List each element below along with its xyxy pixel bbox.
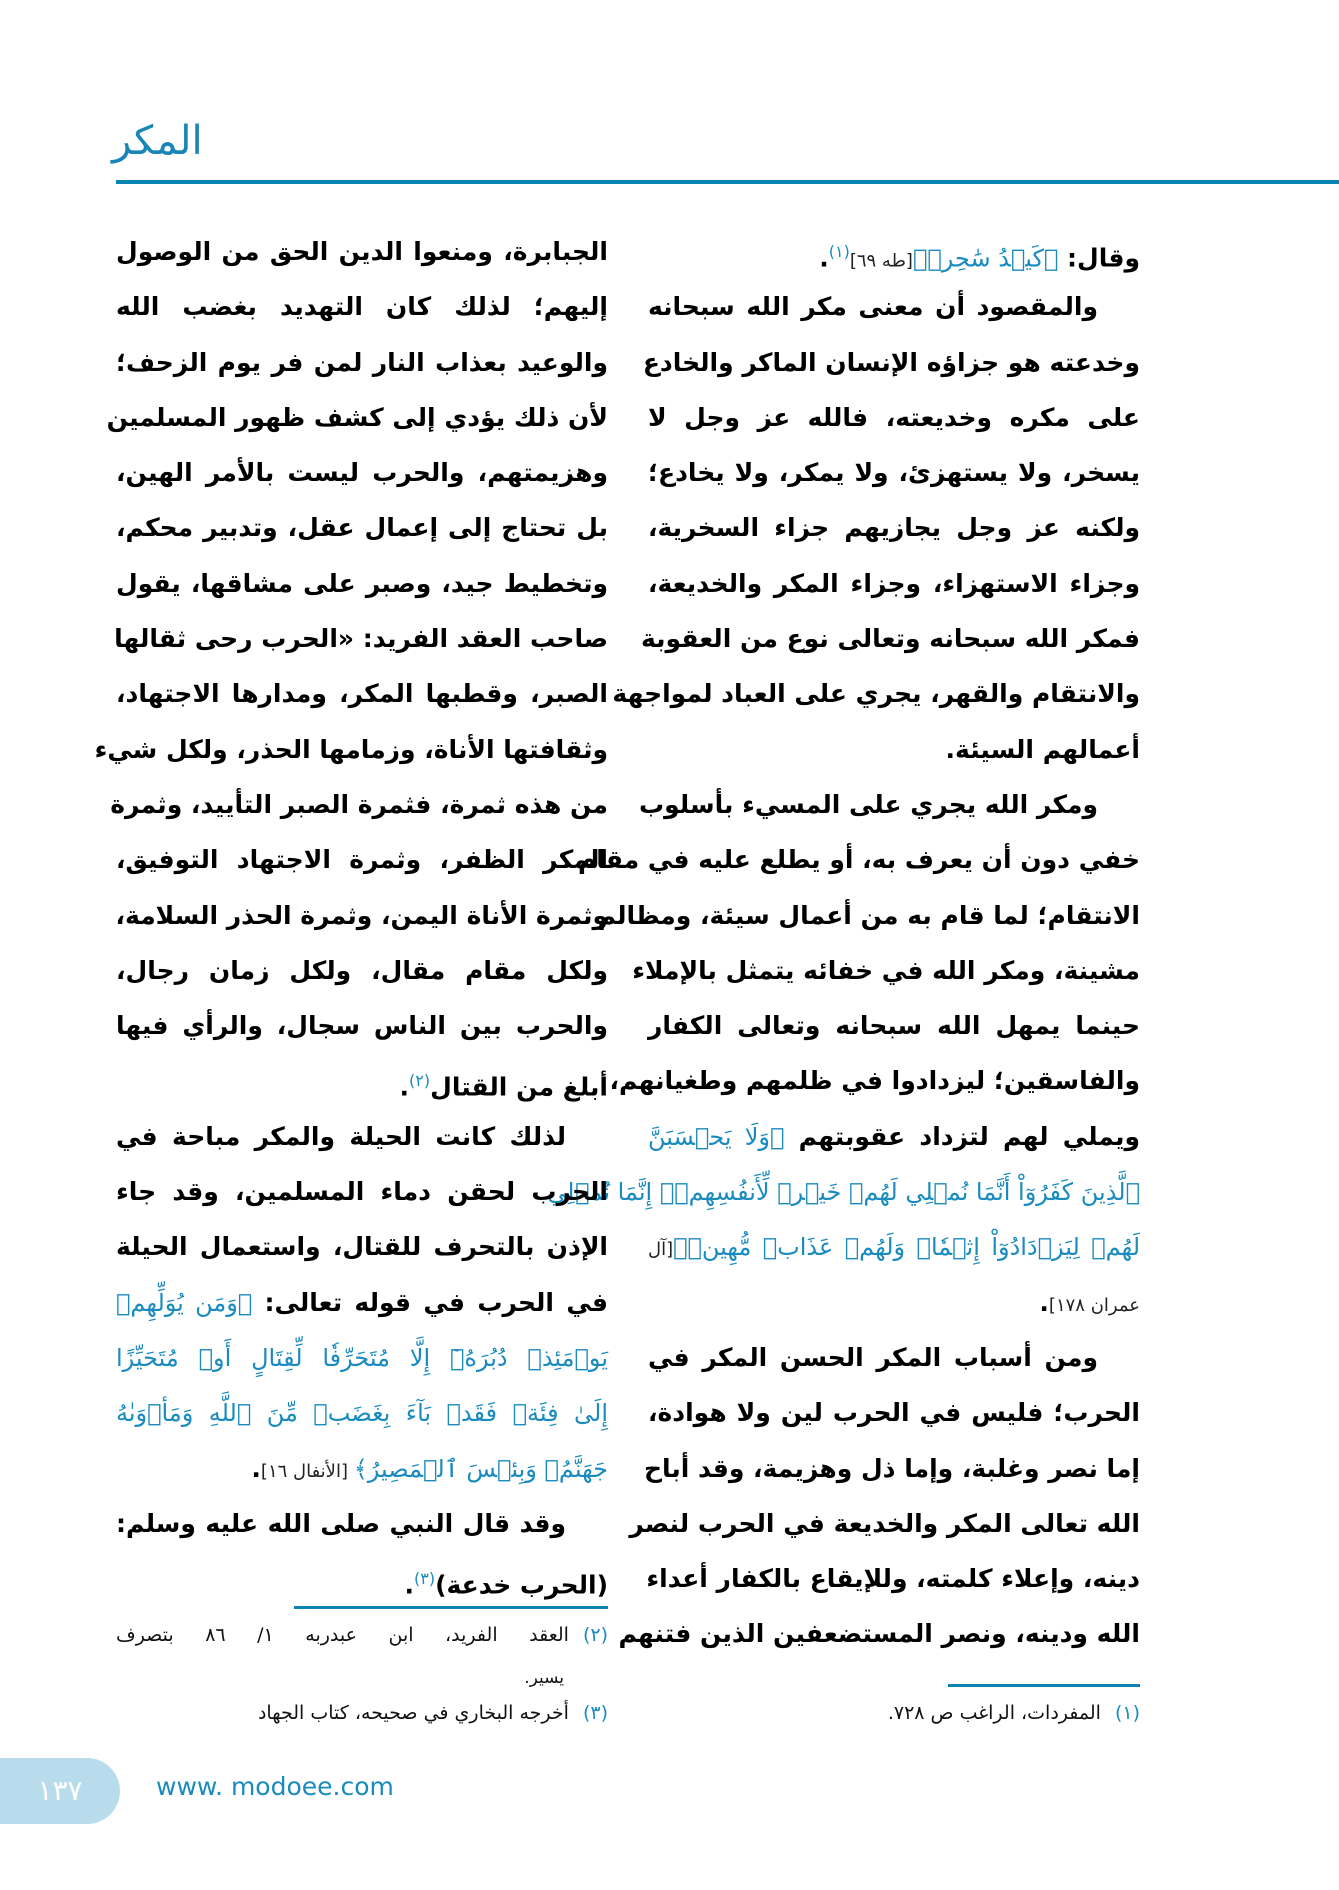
page-number-badge (0, 1758, 120, 1824)
text-line (648, 224, 1140, 279)
footnote-rule-right (948, 1684, 1140, 1687)
text-line (116, 445, 608, 500)
text-line (618, 1606, 1140, 1661)
quran-verse: ٱلَّذِينَ كَفَرُوٓاْ أَنَّمَا نُمۡلِي لَهُمۡ خَيۡرٞ لِّأَنفُسِهِمۡۚ إِنَّمَا نُمۡلِي (547, 1178, 1140, 1207)
text-line (547, 1164, 1140, 1219)
text-line (116, 279, 608, 334)
text-line (116, 1219, 608, 1274)
text-line (648, 722, 1140, 777)
body-text: وثمرة الأناة اليمن، وثمرة الحذر السلامة، (115, 900, 608, 930)
footnote-rule-left (294, 1606, 608, 1609)
body-text: لذلك كانت الحيلة والمكر مباحة في (116, 1121, 566, 1151)
body-text: والمقصود أن معنى مكر الله سبحانه (648, 292, 1098, 322)
body-text: دينه، وإعلاء كلمته، وللإيقاع بالكفار أعداء (646, 1564, 1140, 1594)
body-text: ولكنه عز وجل يجازيهم جزاء السخرية، (648, 513, 1140, 543)
text-line (648, 1385, 1140, 1440)
text-line (116, 1053, 608, 1108)
body-text: الانتقام؛ لما قام به من أعمال سيئة، ومظالم (597, 900, 1140, 930)
body-text: في الحرب في قوله تعالى: (252, 1287, 608, 1317)
footnote-marker[interactable]: (٢) (409, 1071, 431, 1091)
text-line (116, 943, 608, 998)
body-text: من هذه ثمرة، فثمرة الصبر التأييد، وثمرة (110, 789, 608, 819)
body-text: أعمالهم السيئة. (945, 734, 1140, 764)
verse-reference: عمران ١٧٨] (1048, 1294, 1140, 1316)
body-text: صاحب العقد الفريد: «الحرب رحى ثقالها (114, 624, 608, 654)
body-text: الله تعالى المكر والخديعة في الحرب لنصر (629, 1508, 1140, 1538)
header-rule (116, 180, 1339, 184)
footnote-number: (١) (1114, 1702, 1140, 1724)
body-text: وثقافتها الأناة، وزمامها الحذر، ولكل شيء (94, 734, 608, 764)
text-line (648, 445, 1140, 500)
body-text: . (404, 1570, 414, 1600)
right-column (547, 224, 1140, 1662)
body-text: الحرب لحقن دماء المسلمين، وقد جاء (116, 1177, 608, 1207)
footnote-text: أخرجه البخاري في صحيحه، كتاب الجهاد (257, 1702, 569, 1724)
text-line (116, 1164, 608, 1219)
text-line (94, 722, 608, 777)
body-text: . (1039, 1287, 1049, 1317)
text-line (648, 390, 1140, 445)
body-text: ومن أسباب المكر الحسن المكر في (648, 1342, 1098, 1372)
text-line (612, 666, 1140, 721)
text-line (640, 611, 1140, 666)
text-line (116, 335, 608, 390)
body-text: الحرب؛ فليس في الحرب لين ولا هوادة، (648, 1398, 1140, 1428)
body-text: على مكره وخديعته، فالله عز وجل لا (648, 402, 1140, 432)
text-line (116, 888, 608, 943)
body-text: حينما يمهل الله سبحانه وتعالى الكفار (648, 1011, 1140, 1041)
text-line (116, 1385, 608, 1440)
text-line (116, 1441, 608, 1496)
text-line (116, 998, 608, 1053)
text-line (116, 1551, 608, 1606)
body-text: بل تحتاج إلى إعمال عقل، وتدبير محكم، (116, 513, 608, 543)
body-text: . (399, 1072, 410, 1102)
text-line (110, 777, 608, 832)
body-text: الجبابرة، ومنعوا الدين الحق من الوصول (116, 237, 608, 266)
text-line (116, 556, 608, 611)
body-text: المكر الظفر، وثمرة الاجتهاد التوفيق، (116, 845, 608, 875)
body-text: وقد قال النبي صلى الله عليه وسلم: (116, 1508, 566, 1538)
body-text: خفي دون أن يعرف به، أو يطلع عليه في مقام (577, 845, 1140, 875)
text-line (116, 1109, 608, 1164)
text-line (648, 1219, 1140, 1274)
text-line (116, 832, 608, 887)
body-text: وتخطيط جيد، وصبر على مشاقها، يقول (116, 568, 608, 598)
footnote-2 (116, 1624, 608, 1646)
footnote-text: العقد الفريد، ابن عبدربه ١/ ٨٦ بتصرف (116, 1624, 569, 1646)
body-text: الإذن بالتحرف للقتال، واستعمال الحيلة (116, 1232, 608, 1262)
body-text: والحرب بين الناس سجال، والرأي فيها (116, 1011, 608, 1041)
text-line (639, 777, 1140, 832)
body-text: . (251, 1453, 261, 1483)
footnote-3 (258, 1702, 608, 1724)
body-text: وهزيمتهم، والحرب ليست بالأمر الهين، (116, 458, 608, 488)
text-line (648, 1551, 1140, 1606)
footnote-marker[interactable]: (٣) (414, 1569, 436, 1589)
text-line (648, 500, 1140, 555)
body-text: والوعيد بعذاب النار لمن فر يوم الزحف؛ (116, 347, 608, 377)
body-text: ويملي لهم لتزداد عقوبتهم (784, 1121, 1140, 1151)
verse-reference: [طه ٦٩] (849, 250, 913, 272)
text-line (629, 1496, 1140, 1551)
text-line (642, 335, 1140, 390)
body-text: الصبر، وقطبها المكر، ومدارها الاجتهاد، (116, 679, 608, 709)
verse-reference: [آل (648, 1239, 674, 1261)
text-line (106, 390, 608, 445)
text-line (116, 1275, 608, 1330)
website-link[interactable]: www. modoee.com (156, 1772, 394, 1801)
text-line (648, 1330, 1140, 1385)
left-column (94, 224, 608, 1606)
quran-verse: جَهَنَّمُۖ وَبِئۡسَ ٱلۡمَصِيرُ﴾ (353, 1454, 608, 1483)
quran-verse: إِلَىٰ فِئَةٖ فَقَدۡ بَآءَ بِغَضَبٖ مِّنَ ٱللَّهِ وَمَأۡوَىٰهُ (116, 1399, 608, 1428)
body-text: إليهم؛ لذلك كان التهديد بغضب الله (116, 292, 608, 322)
text-line (648, 998, 1140, 1053)
body-text: (الحرب خدعة) (435, 1570, 608, 1600)
body-text: يسخر، ولا يستهزئ، ولا يمكر، ولا يخادع؛ (648, 458, 1140, 488)
text-line (648, 1275, 1140, 1330)
body-text: وقال: (1058, 243, 1140, 273)
body-text: أبلغ من القتال (430, 1072, 608, 1102)
body-text: إما نصر وغلبة، وإما ذل وهزيمة، وقد أباح (643, 1453, 1140, 1483)
footnote-text: يسير. (524, 1668, 564, 1688)
quran-verse: يَوۡمَئِذٖ دُبُرَهُۥٓ إِلَّا مُتَحَرِّفٗا لِّقِتَالٍ أَوۡ مُتَحَيِّزًا (116, 1343, 608, 1372)
text-line (116, 1496, 608, 1551)
text-line (609, 1053, 1140, 1108)
body-text: وخدعته هو جزاؤه الإنسان الماكر والخادع (642, 347, 1140, 377)
text-line (648, 1109, 1140, 1164)
body-text: وجزاء الاستهزاء، وجزاء المكر والخديعة، (648, 568, 1140, 598)
text-line (577, 832, 1140, 887)
body-text: مشينة، ومكر الله في خفائه يتمثل بالإملاء (632, 955, 1140, 985)
text-line (116, 666, 608, 721)
footnote-marker[interactable]: (١) (828, 242, 850, 261)
text-line (116, 500, 608, 555)
text-line (632, 943, 1140, 998)
body-text: لأن ذلك يؤدي إلى كشف ظهور المسلمين (106, 402, 608, 432)
text-line (648, 279, 1140, 334)
page-number: ١٣٧ (37, 1774, 83, 1807)
body-text: ولكل مقام مقال، ولكل زمان رجال، (116, 955, 608, 985)
chapter-title: المكر (112, 118, 203, 164)
text-line (116, 1330, 608, 1385)
verse-reference: [الأنفال ١٦] (260, 1460, 354, 1482)
body-text: والانتقام والقهر، يجري على العباد لمواجهة (612, 679, 1140, 709)
body-text: ومكر الله يجري على المسيء بأسلوب (639, 789, 1098, 819)
body-text: فمكر الله سبحانه وتعالى نوع من العقوبة (640, 624, 1140, 654)
text-line (116, 611, 608, 666)
quran-verse: ﴿وَلَا يَحۡسَبَنَّ (648, 1122, 785, 1151)
text-line (597, 888, 1140, 943)
quran-verse: لَهُمۡ لِيَزۡدَادُوٓاْ إِثۡمٗاۚ وَلَهُمۡ عَذَابٞ مُّهِينٞ﴾ (673, 1233, 1140, 1262)
footnote-text: المفردات، الراغب ص ٧٢٨. (887, 1702, 1101, 1724)
text-line (643, 1441, 1140, 1496)
body-text: . (819, 243, 829, 273)
footnote-1 (888, 1702, 1140, 1724)
text-line (116, 224, 608, 279)
footnote-number: (٢) (582, 1624, 608, 1646)
footnote-2-continued (524, 1668, 608, 1688)
text-line (648, 556, 1140, 611)
footnote-number: (٣) (582, 1702, 608, 1724)
quran-verse: ﴿كَيۡدُ سَٰحِرٖ﴾ (912, 244, 1059, 273)
body-text: الله ودينه، ونصر المستضعفين الذين فتنهم (618, 1619, 1140, 1649)
body-text: والفاسقين؛ ليزدادوا في ظلمهم وطغيانهم، (609, 1066, 1140, 1096)
quran-verse: ﴿وَمَن يُوَلِّهِمۡ (116, 1288, 253, 1317)
